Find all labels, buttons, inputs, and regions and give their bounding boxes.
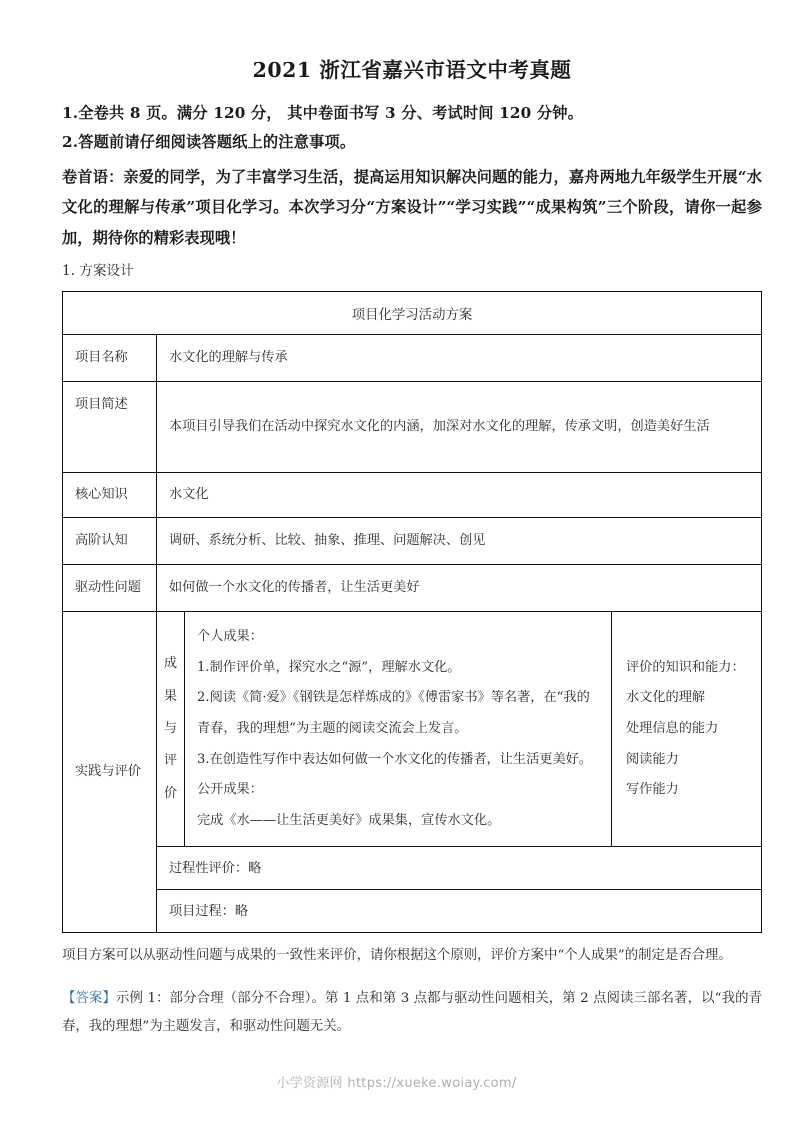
row-label-driving-question: 驱动性问题 (63, 565, 157, 612)
achievement-line: 完成《水——让生活更美好》成果集，宣传水文化。 (197, 812, 501, 828)
row-value-process-evaluation: 过程性评价：略 (157, 847, 762, 890)
table-row (63, 565, 762, 612)
row-value-driving-question: 如何做一个水文化的传播者，让生活更美好 (157, 565, 762, 612)
row-label-core-knowledge: 核心知识 (63, 473, 157, 518)
achievements-cell (185, 612, 612, 847)
achievement-line: 公开成果： (197, 782, 263, 798)
achievement-line: 2.阅读《简·爱》《钢铁是怎样炼成的》《傅雷家书》等名著，在“我的青春，我的理想”为主题的阅读交流会上发言。 (197, 690, 590, 736)
table-row (63, 335, 762, 382)
ability-line: 评价的知识和能力： (625, 659, 745, 675)
notice-line-2: 2.答题前请仔细阅读答题纸上的注意事项。 (62, 133, 356, 152)
abilities-cell (611, 612, 761, 847)
section-label: 1. 方案设计 (62, 263, 134, 280)
table-row (63, 473, 762, 518)
answer-paragraph (62, 985, 762, 1041)
ability-line: 写作能力 (625, 782, 679, 798)
question-prompt: 项目方案可以从驱动性问题与成果的一致性来评价，请你根据这个原则，评价方案中“个人成果”的制定是否合理。 (62, 948, 732, 964)
vertical-char: 果 (163, 688, 178, 704)
table-caption-row (63, 292, 762, 335)
vertical-label-achievement-evaluation (157, 612, 185, 847)
vertical-char: 评 (163, 753, 178, 769)
page-title: 2021 浙江省嘉兴市语文中考真题 (252, 58, 572, 82)
vertical-char: 与 (163, 721, 178, 737)
achievement-line: 个人成果： (197, 629, 263, 645)
table-row (63, 890, 762, 933)
vertical-char: 成 (163, 656, 178, 672)
row-label-higher-cognition: 高阶认知 (63, 518, 157, 565)
table-caption: 项目化学习活动方案 (63, 292, 762, 335)
answer-text: 示例 1：部分合理（部分不合理）。第 1 点和第 3 点都与驱动性问题相关，第 2 点阅读三部名著，以“我的青春，我的理想”为主题发言，和驱动性问题无关。 (62, 990, 762, 1034)
vertical-char: 价 (163, 785, 178, 801)
notice-line-1: 1.全卷共 8 页。满分 120 分， 其中卷面书写 3 分、考试时间 120 分钟。 (62, 103, 584, 122)
row-value-higher-cognition: 调研、系统分析、比较、抽象、推理、问题解决、创见 (157, 518, 762, 565)
row-value-project-process: 项目过程：略 (157, 890, 762, 933)
lead-paragraph: 卷首语：亲爱的同学，为了丰富学习生活，提高运用知识解决问题的能力，嘉舟两地九年级学生开展“水文化的理解与传承”项目化学习。本次学习分“方案设计”“学习实践”“成果构筑”三个阶段，请你一起参加，期待你的精彩表现哦！ (62, 167, 762, 247)
table-row (63, 382, 762, 473)
table-row (63, 847, 762, 890)
answer-tag: 【答案】 (62, 990, 117, 1006)
row-value-core-knowledge: 水文化 (157, 473, 762, 518)
table-row (63, 518, 762, 565)
achievement-line: 3.在创造性写作中表达如何做一个水文化的传播者，让生活更美好。 (197, 751, 593, 767)
row-label-practice-evaluation: 实践与评价 (63, 612, 157, 933)
table-row-practice (63, 612, 762, 847)
project-plan-table (62, 291, 762, 933)
row-value-project-name: 水文化的理解与传承 (157, 335, 762, 382)
ability-line: 水文化的理解 (625, 690, 706, 706)
row-label-project-name: 项目名称 (63, 335, 157, 382)
ability-line: 阅读能力 (625, 751, 679, 767)
achievement-line: 1.制作评价单，探究水之“源”，理解水文化。 (197, 659, 461, 675)
row-value-project-desc: 本项目引导我们在活动中探究水文化的内涵，加深对水文化的理解，传承文明，创造美好生活 (157, 382, 762, 473)
row-label-project-desc: 项目简述 (63, 382, 157, 473)
footer-watermark: 小学资源网 https://xueke.woiay.com/ (276, 1076, 517, 1091)
page-content (62, 56, 762, 1041)
ability-line: 处理信息的能力 (625, 720, 719, 736)
